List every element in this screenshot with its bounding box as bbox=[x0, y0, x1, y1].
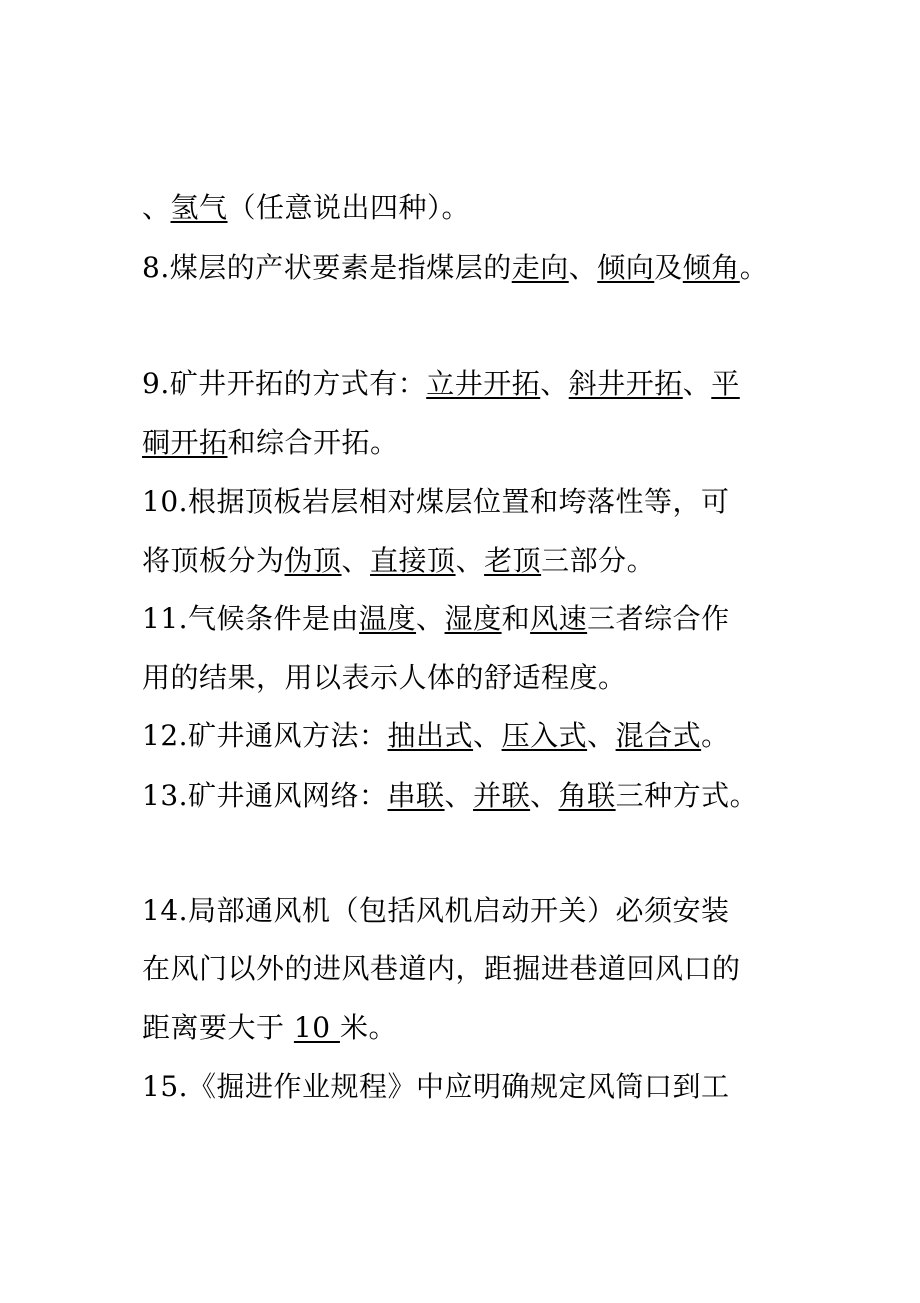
text-segment: 、 bbox=[455, 544, 485, 577]
text-line-2 bbox=[142, 248, 768, 288]
text-segment: 三部分。 bbox=[541, 544, 656, 577]
text-segment: 、 bbox=[142, 191, 171, 224]
text-segment: 、 bbox=[682, 367, 712, 400]
underlined-answer: 硐开拓 bbox=[142, 426, 228, 459]
text-segment: 9.矿井开拓的方式有： bbox=[142, 367, 427, 400]
text-segment: 三者综合作 bbox=[587, 602, 730, 635]
text-segment: 14.局部通风机（包括风机启动开关）必须安装 bbox=[142, 894, 730, 927]
text-line-13 bbox=[142, 1008, 397, 1048]
underlined-answer: 压入式 bbox=[501, 719, 588, 752]
text-segment: 11.气候条件是由 bbox=[142, 602, 360, 635]
text-segment: 、 bbox=[568, 251, 598, 284]
text-segment: 、 bbox=[530, 779, 559, 812]
text-segment: 。 bbox=[701, 719, 730, 752]
text-line-4 bbox=[142, 423, 399, 463]
text-segment: 在风门以外的进风巷道内，距掘进巷道回风口的 bbox=[142, 952, 741, 985]
text-segment: 13.矿井通风网络： bbox=[142, 779, 388, 812]
text-segment: 、 bbox=[444, 779, 474, 812]
text-segment: 及 bbox=[654, 251, 683, 284]
text-line-3 bbox=[142, 364, 740, 404]
text-segment: 用的结果，用以表示人体的舒适程度。 bbox=[142, 661, 627, 694]
text-segment: 将顶板分为 bbox=[142, 544, 285, 577]
underlined-answer: 混合式 bbox=[615, 719, 702, 752]
text-segment: 。 bbox=[739, 251, 769, 284]
text-segment: 距离要大于 bbox=[142, 1011, 294, 1044]
underlined-answer: 老顶 bbox=[484, 544, 542, 577]
text-line-11 bbox=[142, 891, 730, 931]
text-segment: 、 bbox=[473, 719, 502, 752]
text-segment: 10.根据顶板岩层相对煤层位置和垮落性等，可 bbox=[142, 485, 730, 518]
underlined-answer: 风速 bbox=[530, 602, 588, 635]
text-line-14 bbox=[142, 1067, 730, 1107]
underlined-answer: 串联 bbox=[387, 779, 445, 812]
text-line-6 bbox=[142, 541, 655, 581]
text-segment: 12.矿井通风方法： bbox=[142, 719, 388, 752]
text-segment: 三种方式。 bbox=[615, 779, 759, 812]
text-segment: 米。 bbox=[339, 1011, 397, 1044]
text-segment: 、 bbox=[416, 602, 445, 635]
text-line-5 bbox=[142, 482, 730, 522]
text-segment: 和 bbox=[501, 602, 531, 635]
underlined-answer: 直接顶 bbox=[370, 544, 456, 577]
text-segment: （任意说出四种）。 bbox=[227, 191, 471, 224]
underlined-answer: 倾角 bbox=[682, 251, 740, 284]
underlined-answer: 氢气 bbox=[170, 191, 228, 224]
text-segment: 、 bbox=[341, 544, 371, 577]
text-line-7 bbox=[142, 599, 730, 639]
text-segment: 和综合开拓。 bbox=[227, 426, 399, 459]
underlined-answer: 平 bbox=[711, 367, 740, 400]
text-line-12 bbox=[142, 949, 741, 989]
text-segment: 、 bbox=[587, 719, 616, 752]
text-line-10 bbox=[142, 776, 758, 816]
underlined-answer: 湿度 bbox=[444, 602, 502, 635]
text-segment: 15.《掘进作业规程》中应明确规定风筒口到工 bbox=[142, 1070, 730, 1103]
underlined-answer: 走向 bbox=[511, 251, 569, 284]
underlined-answer: 角联 bbox=[558, 779, 616, 812]
text-segment: 、 bbox=[540, 367, 569, 400]
text-line-9 bbox=[142, 716, 730, 756]
underlined-answer: 抽出式 bbox=[387, 719, 474, 752]
text-line-8 bbox=[142, 658, 627, 698]
underlined-answer: 立井开拓 bbox=[426, 367, 541, 400]
text-line-1 bbox=[142, 188, 470, 228]
text-segment: 8.煤层的产状要素是指煤层的 bbox=[142, 251, 512, 284]
underlined-answer: 并联 bbox=[473, 779, 531, 812]
underlined-answer: 斜井开拓 bbox=[568, 367, 683, 400]
underlined-answer: 伪顶 bbox=[284, 544, 342, 577]
underlined-answer: 温度 bbox=[359, 602, 417, 635]
underlined-answer: 10 bbox=[293, 1011, 340, 1044]
underlined-answer: 倾向 bbox=[597, 251, 655, 284]
